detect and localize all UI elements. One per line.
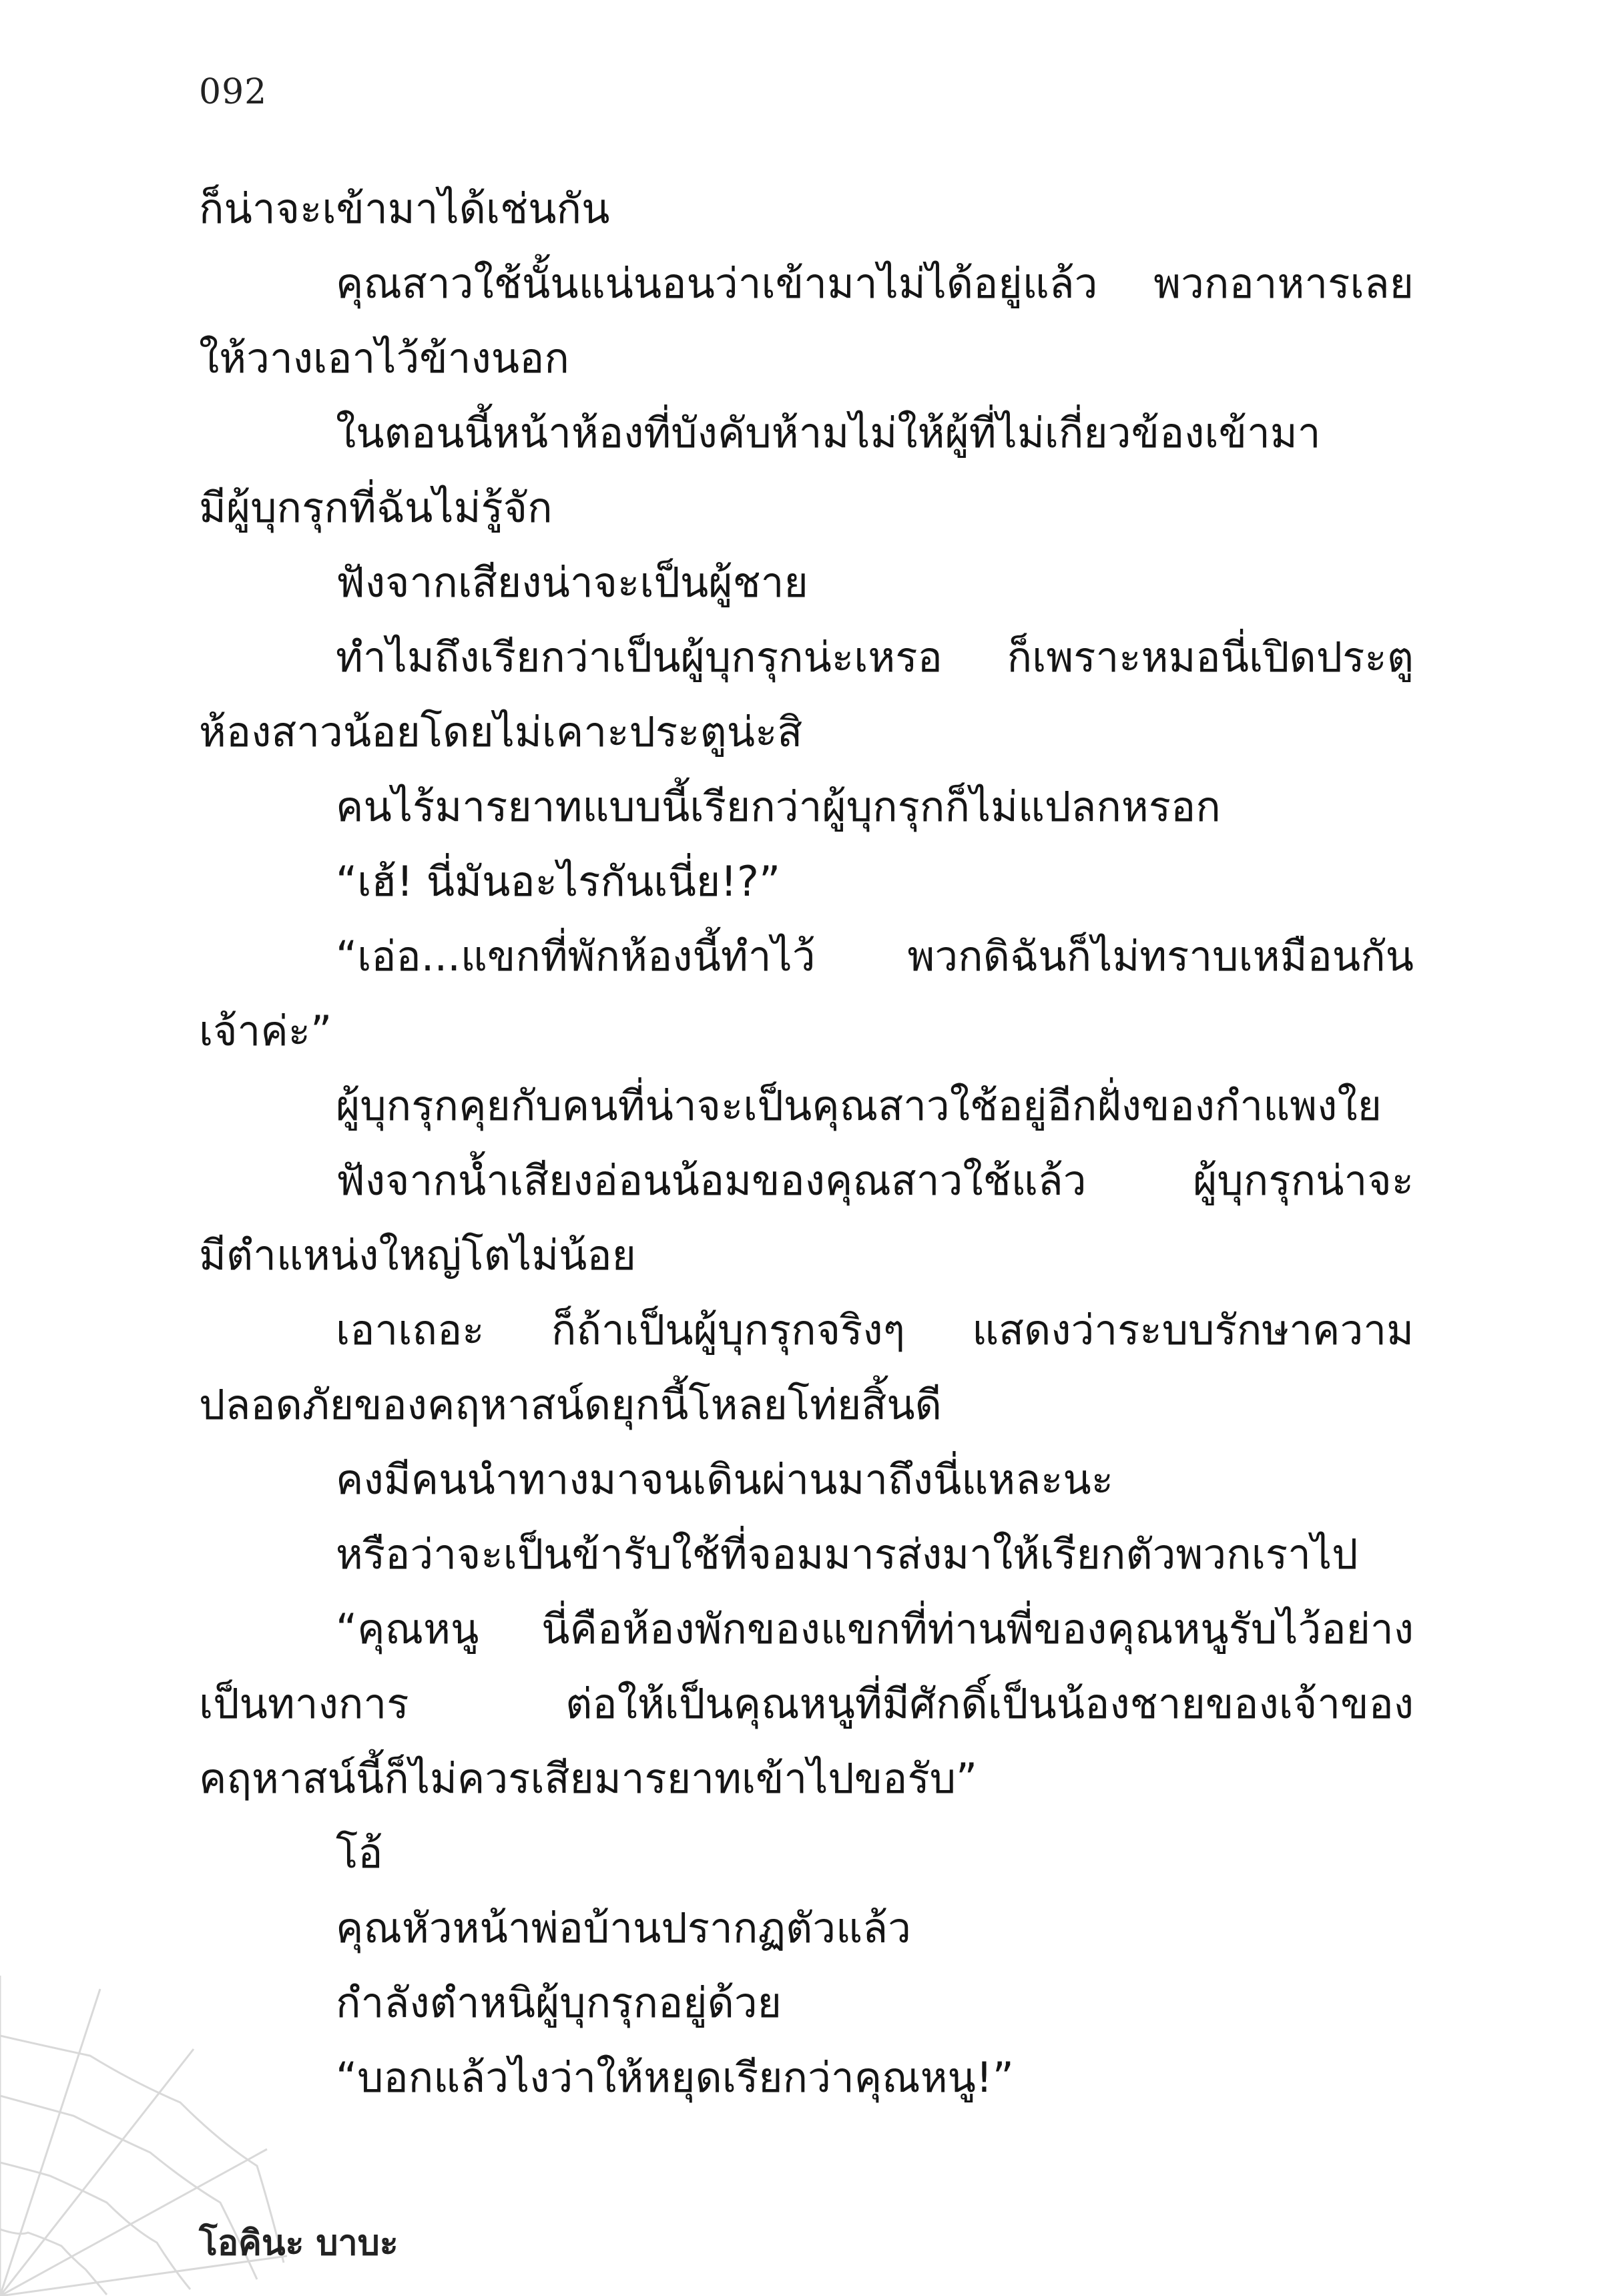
text-line: ให้วางเอาไว้ข้างนอก bbox=[199, 334, 569, 382]
text-line: “เฮ้! นี่มันอะไรกันเนี่ย!?” bbox=[336, 857, 781, 906]
text-line: เป็นทางการ ต่อให้เป็นคุณหนูที่มีศักดิ์เป็นน้องชายของเจ้าของ bbox=[199, 1679, 1414, 1728]
text-line: กำลังตำหนิผู้บุกรุกอยู่ด้วย bbox=[336, 1978, 782, 2027]
text-line: เจ้าค่ะ” bbox=[199, 1007, 332, 1055]
page-number: 092 bbox=[199, 72, 268, 112]
text-line: “คุณหนู นี่คือห้องพักของแขกที่ท่านพี่ของคุณหนูรับไว้อย่าง bbox=[336, 1605, 1414, 1653]
text-line: ห้องสาวน้อยโดยไม่เคาะประตูน่ะสิ bbox=[199, 707, 803, 756]
text-line: ผู้บุกรุกคุยกับคนที่น่าจะเป็นคุณสาวใช้อยู่อีกฝั่งของกำแพงใย bbox=[336, 1081, 1382, 1130]
text-line: คุณหัวหน้าพ่อบ้านปรากฏตัวแล้ว bbox=[336, 1904, 911, 1952]
text-line: ทำไมถึงเรียกว่าเป็นผู้บุกรุกน่ะเหรอ ก็เพราะหมอนี่เปิดประตู bbox=[336, 633, 1414, 681]
text-line: คนไร้มารยาทแบบนี้เรียกว่าผู้บุกรุกก็ไม่แปลกหรอก bbox=[336, 782, 1221, 831]
text-line: ฟังจากน้ำเสียงอ่อนน้อมของคุณสาวใช้แล้ว ผู้บุกรุกน่าจะ bbox=[336, 1156, 1414, 1205]
text-line: “เอ่อ...แขกที่พักห้องนี้ทำไว้ พวกดิฉันก็ไม่ทราบเหมือนกัน bbox=[336, 932, 1414, 980]
text-line: ก็น่าจะเข้ามาได้เช่นกัน bbox=[199, 184, 610, 233]
text-line: โอ้ bbox=[336, 1829, 383, 1878]
text-line: หรือว่าจะเป็นข้ารับใช้ที่จอมมารส่งมาให้เรียกตัวพวกเราไป bbox=[336, 1530, 1358, 1579]
text-line: คฤหาสน์นี้ก็ไม่ควรเสียมารยาทเข้าไปขอรับ” bbox=[199, 1754, 978, 1803]
author-name: โอคินะ บาบะ bbox=[199, 2223, 398, 2263]
text-line: มีตำแหน่งใหญ่โตไม่น้อย bbox=[199, 1231, 636, 1279]
text-line: “บอกแล้วไงว่าให้หยุดเรียกว่าคุณหนู!” bbox=[336, 2053, 1014, 2102]
text-line: ปลอดภัยของคฤหาสน์ดยุกนี้โหลยโท่ยสิ้นดี bbox=[199, 1380, 942, 1429]
text-line: เอาเถอะ ก็ถ้าเป็นผู้บุกรุกจริงๆ แสดงว่าระบบรักษาความ bbox=[336, 1306, 1414, 1354]
text-line: คงมีคนนำทางมาจนเดินผ่านมาถึงนี่แหละนะ bbox=[336, 1455, 1114, 1504]
text-line: ในตอนนี้หน้าห้องที่บังคับห้ามไม่ให้ผู้ที่ไม่เกี่ยวข้องเข้ามา bbox=[336, 408, 1321, 457]
text-line: คุณสาวใช้นั้นแน่นอนว่าเข้ามาไม่ได้อยู่แล้ว พวกอาหารเลย bbox=[336, 259, 1414, 308]
text-line: มีผู้บุกรุกที่ฉันไม่รู้จัก bbox=[199, 483, 553, 532]
text-line: ฟังจากเสียงน่าจะเป็นผู้ชาย bbox=[336, 558, 808, 607]
